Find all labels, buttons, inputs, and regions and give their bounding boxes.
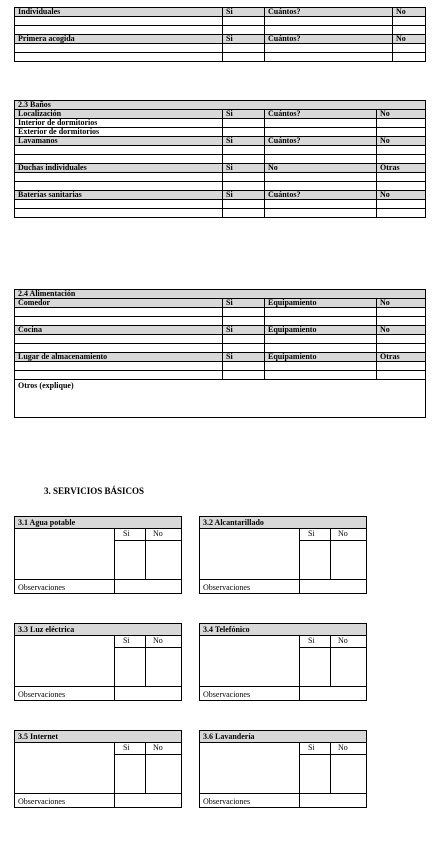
- input-cell[interactable]: [223, 128, 265, 137]
- service-box-alcantarillado: [199, 516, 367, 594]
- input-cell[interactable]: [15, 344, 223, 353]
- cell-si: Si: [223, 353, 265, 362]
- observaciones-label: Observaciones: [18, 583, 66, 592]
- input-cell[interactable]: [393, 17, 426, 26]
- service-box-internet: [14, 730, 182, 808]
- observaciones-label: Observaciones: [203, 797, 251, 806]
- input-cell[interactable]: [223, 26, 265, 35]
- cell-label: Lavamanos: [15, 137, 223, 146]
- otros-field[interactable]: Otros (explique): [15, 380, 426, 418]
- blank-row: [15, 26, 426, 35]
- no-label: No: [153, 636, 163, 645]
- input-cell[interactable]: [265, 200, 377, 209]
- input-cell[interactable]: [223, 17, 265, 26]
- input-cell[interactable]: [15, 182, 223, 191]
- rooms-table: [14, 7, 426, 62]
- divider: [299, 540, 366, 541]
- no-label: No: [338, 636, 348, 645]
- blank-row: [15, 146, 426, 155]
- observaciones-label: Observaciones: [203, 690, 251, 699]
- box-title: 3.1 Agua potable: [15, 517, 181, 529]
- input-cell[interactable]: [377, 317, 426, 326]
- column-labels: [15, 743, 181, 753]
- service-box-luz: [14, 623, 182, 701]
- input-cell[interactable]: [15, 209, 223, 218]
- blank-row: [15, 371, 426, 380]
- input-cell[interactable]: [15, 317, 223, 326]
- input-cell[interactable]: [265, 128, 377, 137]
- banos-row-localizacion: [15, 110, 426, 119]
- observaciones-row[interactable]: [200, 579, 366, 593]
- cell-label: Lugar de almacenamiento: [15, 353, 223, 362]
- box-title: 3.3 Luz eléctrica: [15, 624, 181, 636]
- cell-label: Primera acogida: [15, 35, 223, 44]
- blank-row: [15, 200, 426, 209]
- input-cell[interactable]: [15, 362, 223, 371]
- observaciones-row[interactable]: [15, 579, 181, 593]
- input-cell[interactable]: [265, 173, 377, 182]
- cell-label: Localización: [15, 110, 223, 119]
- input-cell[interactable]: [223, 155, 265, 164]
- input-cell[interactable]: [223, 317, 265, 326]
- input-cell[interactable]: [223, 44, 265, 53]
- input-cell[interactable]: [223, 173, 265, 182]
- input-cell[interactable]: [15, 200, 223, 209]
- section-header: [15, 290, 426, 299]
- input-cell[interactable]: [15, 17, 223, 26]
- alim-row-otros: [15, 380, 426, 418]
- input-cell[interactable]: [265, 209, 377, 218]
- service-box-agua: [14, 516, 182, 594]
- rooms-row-individuales: [15, 8, 426, 17]
- banos-row-baterias: [15, 191, 426, 200]
- cell-cuantos: Cuántos?: [265, 191, 377, 200]
- column-labels: [200, 636, 366, 646]
- cell-equipamiento: Equipamiento: [265, 299, 377, 308]
- box-title: 3.5 Internet: [15, 731, 181, 743]
- input-cell[interactable]: [393, 26, 426, 35]
- cell-no: No: [265, 164, 377, 173]
- cell-si: Si: [223, 326, 265, 335]
- input-cell[interactable]: [377, 209, 426, 218]
- column-labels: [200, 529, 366, 539]
- input-cell[interactable]: [377, 146, 426, 155]
- cell-si: Si: [223, 8, 265, 17]
- divider: [299, 647, 366, 648]
- alim-row-comedor: [15, 299, 426, 308]
- cell-no: No: [377, 326, 426, 335]
- box-title: 3.4 Telefónico: [200, 624, 366, 636]
- column-labels: [15, 529, 181, 539]
- cell-label: Baterías sanitarias: [15, 191, 223, 200]
- input-cell[interactable]: [223, 200, 265, 209]
- cell-label: Interior de dormitorios: [15, 119, 223, 128]
- services-section-title: 3. SERVICIOS BÁSICOS: [44, 486, 144, 496]
- input-cell[interactable]: [223, 335, 265, 344]
- input-cell[interactable]: [377, 344, 426, 353]
- input-cell[interactable]: [393, 53, 426, 62]
- divider: [114, 540, 181, 541]
- banos-row-lavamanos: [15, 137, 426, 146]
- divider: [299, 580, 300, 593]
- banos-row-interior: [15, 119, 426, 128]
- input-cell[interactable]: [265, 53, 393, 62]
- observaciones-label: Observaciones: [203, 583, 251, 592]
- input-cell[interactable]: [15, 44, 223, 53]
- divider: [114, 647, 181, 648]
- input-cell[interactable]: [223, 209, 265, 218]
- cell-si: Si: [223, 191, 265, 200]
- input-cell[interactable]: [265, 155, 377, 164]
- cell-si: Si: [223, 110, 265, 119]
- input-cell[interactable]: [15, 371, 223, 380]
- alim-row-cocina: [15, 326, 426, 335]
- input-cell[interactable]: [393, 44, 426, 53]
- section-header: [15, 101, 426, 110]
- divider: [299, 687, 300, 700]
- blank-row: [15, 308, 426, 317]
- input-cell[interactable]: [265, 26, 393, 35]
- si-label: Si: [308, 743, 315, 752]
- input-cell[interactable]: [265, 119, 377, 128]
- divider: [299, 794, 300, 807]
- input-cell[interactable]: [377, 362, 426, 371]
- observaciones-label: Observaciones: [18, 797, 66, 806]
- cell-label: Cocina: [15, 326, 223, 335]
- si-label: Si: [123, 636, 130, 645]
- input-cell[interactable]: [15, 146, 223, 155]
- alimentacion-table: [14, 289, 426, 418]
- rooms-row-primera-acogida: [15, 35, 426, 44]
- input-cell[interactable]: [377, 200, 426, 209]
- cell-si: Si: [223, 137, 265, 146]
- input-cell[interactable]: [265, 44, 393, 53]
- si-label: Si: [123, 529, 130, 538]
- blank-row: [15, 209, 426, 218]
- blank-row: [15, 17, 426, 26]
- divider: [114, 794, 115, 807]
- cell-cuantos: Cuántos?: [265, 137, 377, 146]
- no-label: No: [153, 743, 163, 752]
- observaciones-row[interactable]: [15, 686, 181, 700]
- divider: [114, 754, 181, 755]
- blank-row: [15, 335, 426, 344]
- section-title: 2.4 Alimentación: [15, 290, 426, 299]
- input-cell[interactable]: [223, 53, 265, 62]
- input-cell[interactable]: [223, 308, 265, 317]
- input-cell[interactable]: [223, 371, 265, 380]
- input-cell[interactable]: [377, 155, 426, 164]
- blank-row: [15, 155, 426, 164]
- si-label: Si: [308, 529, 315, 538]
- banos-row-duchas: [15, 164, 426, 173]
- cell-label: Duchas individuales: [15, 164, 223, 173]
- observaciones-row[interactable]: [200, 686, 366, 700]
- input-cell[interactable]: [377, 371, 426, 380]
- input-cell[interactable]: [377, 335, 426, 344]
- cell-si: Si: [223, 35, 265, 44]
- input-cell[interactable]: [15, 53, 223, 62]
- column-labels: [200, 743, 366, 753]
- divider: [299, 754, 366, 755]
- si-label: Si: [123, 743, 130, 752]
- observaciones-row[interactable]: [200, 793, 366, 807]
- cell-no: No: [393, 8, 426, 17]
- input-cell[interactable]: [265, 308, 377, 317]
- input-cell[interactable]: [15, 335, 223, 344]
- cell-label: Comedor: [15, 299, 223, 308]
- input-cell[interactable]: [265, 362, 377, 371]
- service-box-telefonico: [199, 623, 367, 701]
- cell-equipamiento: Equipamiento: [265, 353, 377, 362]
- no-label: No: [153, 529, 163, 538]
- cell-no: No: [377, 137, 426, 146]
- input-cell[interactable]: [265, 182, 377, 191]
- cell-no: No: [377, 191, 426, 200]
- observaciones-label: Observaciones: [18, 690, 66, 699]
- cell-si: Si: [223, 299, 265, 308]
- input-cell[interactable]: [15, 26, 223, 35]
- input-cell[interactable]: [377, 182, 426, 191]
- input-cell[interactable]: [223, 344, 265, 353]
- blank-row: [15, 317, 426, 326]
- no-label: No: [338, 743, 348, 752]
- cell-no: No: [377, 110, 426, 119]
- blank-row: [15, 53, 426, 62]
- blank-row: [15, 44, 426, 53]
- divider: [114, 687, 115, 700]
- input-cell[interactable]: [223, 119, 265, 128]
- input-cell[interactable]: [15, 173, 223, 182]
- input-cell[interactable]: [265, 371, 377, 380]
- box-title: 3.2 Alcantarillado: [200, 517, 366, 529]
- cell-label: Individuales: [15, 8, 223, 17]
- cell-otras: Otras: [377, 164, 426, 173]
- input-cell[interactable]: [15, 308, 223, 317]
- cell-label: Exterior de dormitorios: [15, 128, 223, 137]
- input-cell[interactable]: [377, 308, 426, 317]
- input-cell[interactable]: [223, 362, 265, 371]
- blank-row: [15, 362, 426, 371]
- si-label: Si: [308, 636, 315, 645]
- banos-row-exterior: [15, 128, 426, 137]
- blank-row: [15, 182, 426, 191]
- input-cell[interactable]: [15, 155, 223, 164]
- input-cell[interactable]: [377, 128, 426, 137]
- service-box-lavanderia: [199, 730, 367, 808]
- input-cell[interactable]: [223, 182, 265, 191]
- cell-si: Si: [223, 164, 265, 173]
- cell-cuantos: Cuántos?: [265, 8, 393, 17]
- cell-no: No: [393, 35, 426, 44]
- alim-row-almacenamiento: [15, 353, 426, 362]
- input-cell[interactable]: [265, 344, 377, 353]
- input-cell[interactable]: [377, 119, 426, 128]
- blank-row: [15, 344, 426, 353]
- banos-table: [14, 100, 426, 218]
- cell-cuantos: Cuántos?: [265, 110, 377, 119]
- box-title: 3.6 Lavandería: [200, 731, 366, 743]
- cell-otras: Otras: [377, 353, 426, 362]
- cell-cuantos: Cuántos?: [265, 35, 393, 44]
- input-cell[interactable]: [377, 173, 426, 182]
- blank-row: [15, 173, 426, 182]
- observaciones-row[interactable]: [15, 793, 181, 807]
- input-cell[interactable]: [265, 335, 377, 344]
- input-cell[interactable]: [265, 146, 377, 155]
- cell-equipamiento: Equipamiento: [265, 326, 377, 335]
- input-cell[interactable]: [265, 317, 377, 326]
- input-cell[interactable]: [223, 146, 265, 155]
- column-labels: [15, 636, 181, 646]
- input-cell[interactable]: [265, 17, 393, 26]
- no-label: No: [338, 529, 348, 538]
- section-title: 2.3 Baños: [15, 101, 426, 110]
- divider: [114, 580, 115, 593]
- cell-no: No: [377, 299, 426, 308]
